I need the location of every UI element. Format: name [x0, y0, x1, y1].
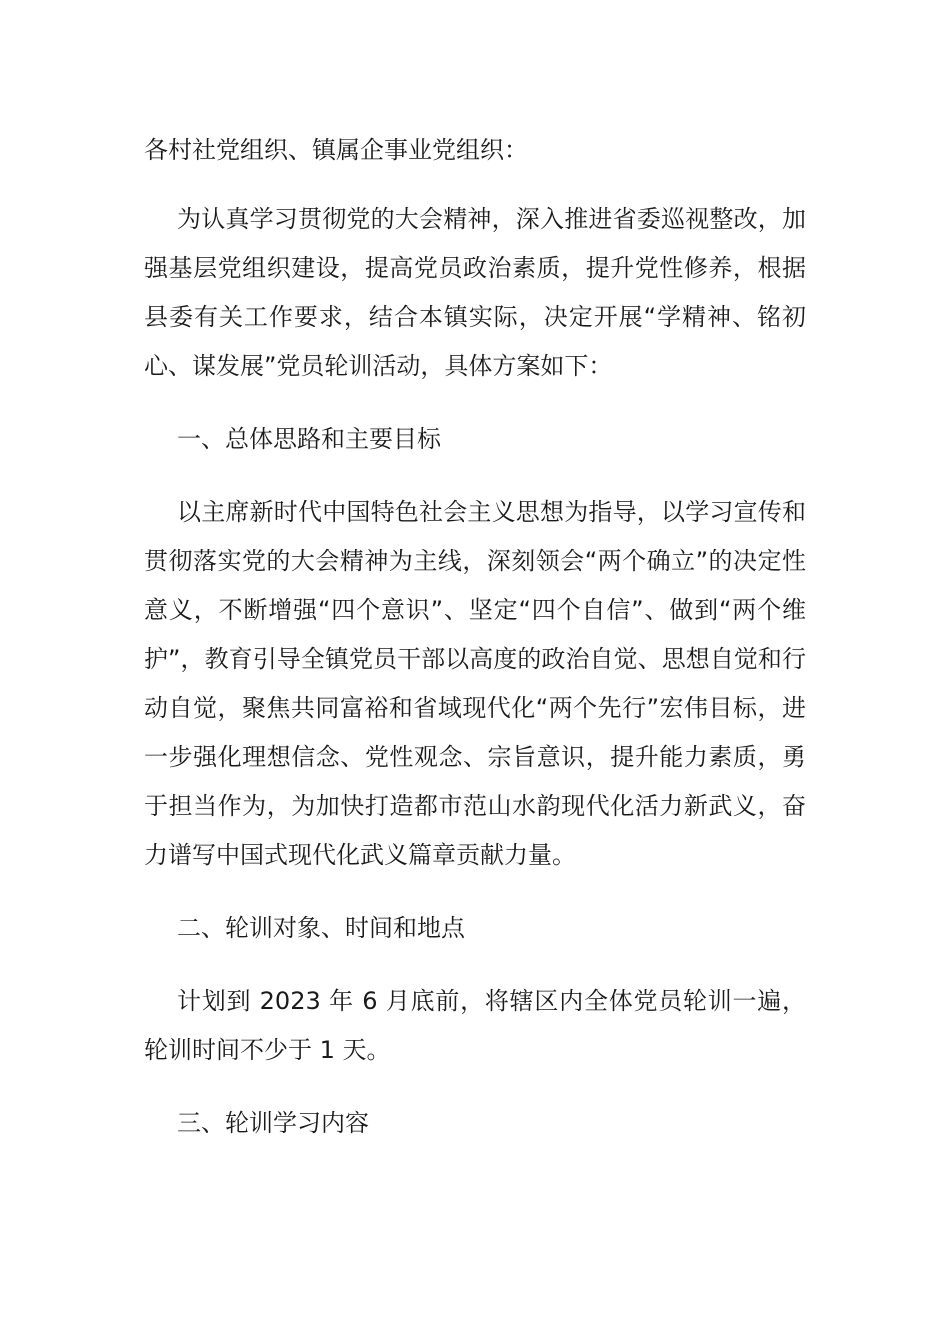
intro-paragraph: 为认真学习贯彻党的大会精神，深入推进省委巡视整改，加强基层党组织建设，提高党员政治素质，提升党性修养，根据县委有关工作要求，结合本镇实际，决定开展“学精神、铭初心、谋发展”党员轮训活动，具体方案如下：	[144, 205, 806, 380]
section-3-heading: 三、轮训学习内容	[177, 1109, 369, 1137]
document-page	[144, 125, 806, 1148]
spacer	[144, 953, 806, 977]
spacer	[144, 391, 806, 415]
spacer	[144, 880, 806, 904]
spacer	[144, 175, 806, 195]
spacer	[144, 1075, 806, 1099]
section-2-heading: 二、轮训对象、时间和地点	[177, 914, 465, 942]
section-2-body: 计划到 2023 年 6 月底前，将辖区内全体党员轮训一遍，轮训时间不少于 1 天。	[144, 987, 806, 1064]
section-1-heading: 一、总体思路和主要目标	[177, 425, 441, 453]
section-1-body: 以主席新时代中国特色社会主义思想为指导，以学习宣传和贯彻落实党的大会精神为主线，深刻领会“两个确立”的决定性意义，不断增强“四个意识”、坚定“四个自信”、做到“两个维护”，教育引导全镇党员干部以高度的政治自觉、思想自觉和行动自觉，聚焦共同富裕和省域现代化“两个先行”宏伟目标，进一步强化理想信念、党性观念、宗旨意识，提升能力素质，勇于担当作为，为加快打造都市范山水韵现代化活力新武义，奋力谱写中国式现代化武义篇章贡献力量。	[144, 498, 806, 869]
spacer	[144, 464, 806, 488]
salutation: 各村社党组织、镇属企事业党组织：	[144, 136, 528, 164]
